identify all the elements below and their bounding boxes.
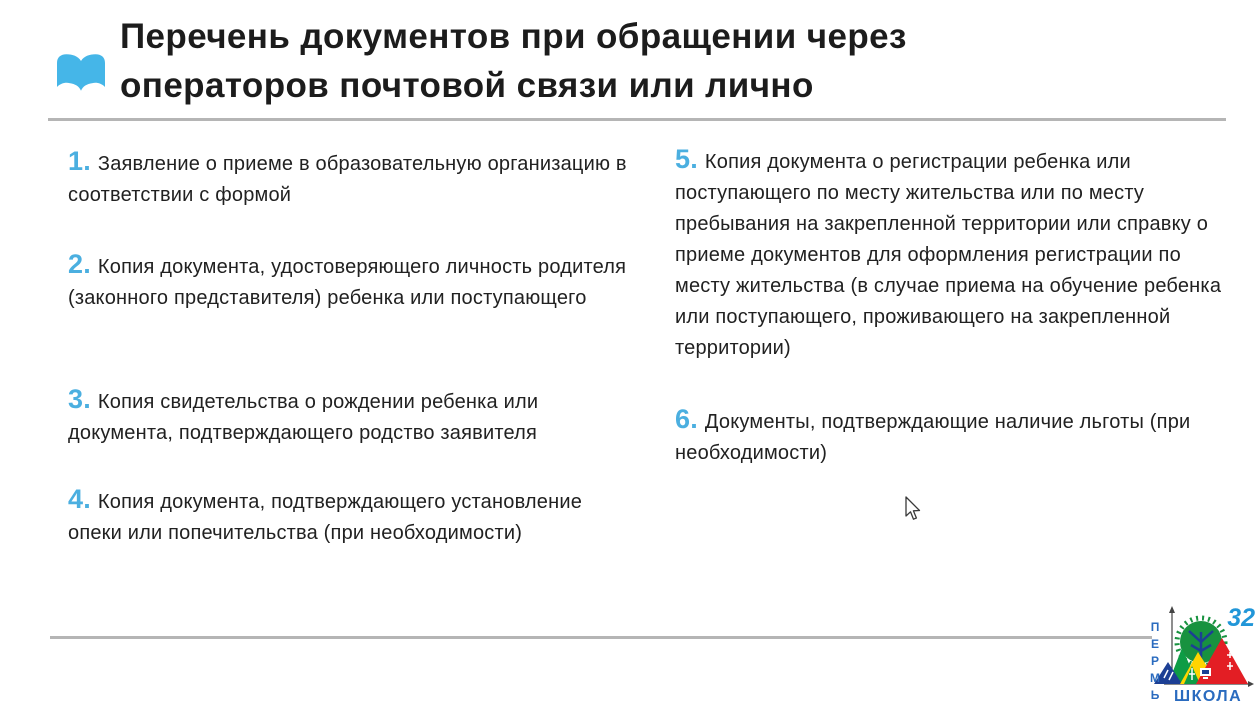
document-item-6	[675, 404, 1230, 469]
logo-school-text: ШКОЛА	[1174, 688, 1243, 705]
open-book-icon	[57, 54, 105, 93]
footer-divider	[50, 636, 1152, 639]
logo-number: 32	[1227, 604, 1255, 632]
item-text: Копия документа о регистрации ребенка или поступающего по месту жительства или по месту пребывания на закрепленной территории или справку о приеме документов для оформления регистрации по месту жительства (в случае приема на обучение ребенка или поступающего, проживающего на закрепленной территории)	[675, 151, 1222, 359]
item-number: 4.	[68, 484, 91, 514]
document-item-1	[68, 146, 633, 211]
item-text: Копия свидетельства о рождении ребенка или документа, подтверждающего родство заявителя	[68, 391, 539, 444]
item-number: 6.	[675, 404, 698, 434]
document-item-3	[68, 384, 633, 449]
header-divider	[48, 118, 1226, 121]
logo-city-text: ПЕРМЬ	[1148, 620, 1162, 705]
document-item-5	[675, 144, 1230, 364]
item-number: 5.	[675, 144, 698, 174]
page-title	[120, 12, 1150, 110]
title-line-2: операторов почтовой связи или лично	[120, 66, 814, 105]
item-number: 2.	[68, 249, 91, 279]
item-text: Копия документа, удостоверяющего личность родителя (законного представителя) ребенка или поступающего	[68, 256, 627, 309]
item-number: 1.	[68, 146, 91, 176]
document-item-2	[68, 249, 633, 314]
item-text: Заявление о приеме в образовательную организацию в соответствии с формой	[68, 153, 627, 206]
title-line-1: Перечень документов при обращении через	[120, 17, 907, 56]
document-item-4	[68, 484, 633, 549]
item-text: Копия документа, подтверждающего установление опеки или попечительства (при необходимости)	[68, 491, 583, 544]
arrow-cursor-icon	[903, 496, 922, 522]
school-logo	[1142, 604, 1255, 705]
item-number: 3.	[68, 384, 91, 414]
item-text: Документы, подтверждающие наличие льготы (при необходимости)	[675, 411, 1191, 464]
